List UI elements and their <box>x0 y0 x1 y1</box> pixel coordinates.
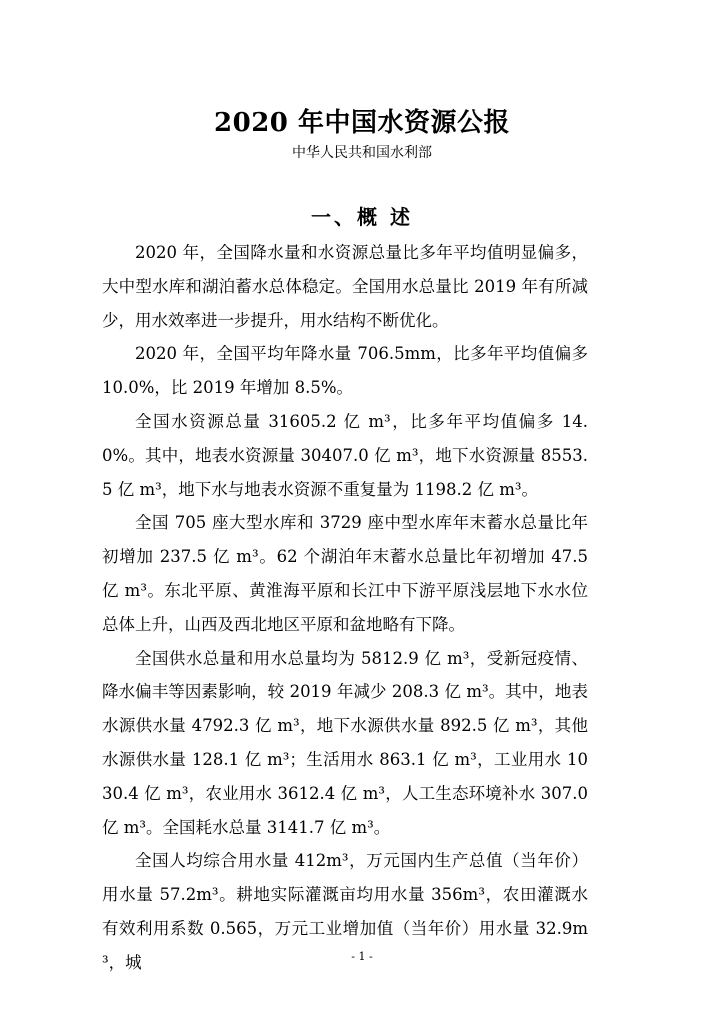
page-number: - 1 - <box>351 950 373 963</box>
body-text <box>102 236 588 980</box>
paragraph: 全国供水总量和用水总量均为 5812.9 亿 m³，受新冠疫情、降水偏丰等因素影响，较 2019 年减少 208.3 亿 m³。其中，地表水源供水量 4792.3 亿 m³，地下水源供水量 892.5 亿 m³，其他水源供水量 128.1 亿 m³；生活用水 863.1 亿 m³，工业用水 1030.4 亿 m³，农业用水 3612.4 亿 m³，人工生态环境补水 307.0 亿 m³。全国耗水总量 3141.7 亿 m³。 <box>102 648 588 837</box>
paragraph: 2020 年，全国降水量和水资源总量比多年平均值明显偏多，大中型水库和湖泊蓄水总体稳定。全国用水总量比 2019 年有所减少，用水效率进一步提升，用水结构不断优化。 <box>102 243 588 330</box>
section-heading: 一、概 述 <box>311 205 413 229</box>
paragraph: 2020 年，全国平均年降水量 706.5mm，比多年平均值偏多 10.0%，比 2019 年增加 8.5%。 <box>102 344 588 398</box>
paragraph: 全国 705 座大型水库和 3729 座中型水库年末蓄水总量比年初增加 237.5 亿 m³。62 个湖泊年末蓄水总量比年初增加 47.5 亿 m³。东北平原、黄淮海平原和长江中下游平原浅层地下水水位总体上升，山西及西北地区平原和盆地略有下降。 <box>102 513 588 634</box>
paragraph: 全国人均综合用水量 412m³，万元国内生产总值（当年价）用水量 57.2m³。耕地实际灌溉亩均用水量 356m³，农田灌溉水有效利用系数 0.565，万元工业增加值（当年价）用水量 32.9m³，城 <box>102 851 588 972</box>
document-title: 2020 年中国水资源公报 <box>214 108 510 138</box>
publisher-name: 中华人民共和国水利部 <box>292 145 432 161</box>
paragraph: 全国水资源总量 31605.2 亿 m³，比多年平均值偏多 14.0%。其中，地表水资源量 30407.0 亿 m³，地下水资源量 8553.5 亿 m³，地下水与地表水资源不重复量为 1198.2 亿 m³。 <box>102 411 588 499</box>
